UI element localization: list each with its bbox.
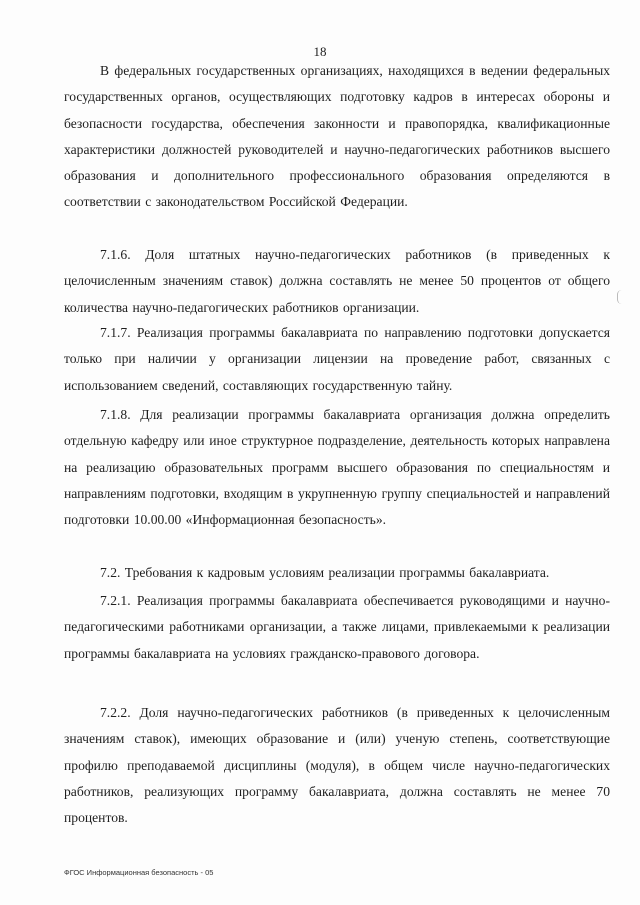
- paragraph-intro: В федеральных государственных организациях, находящихся в ведении федеральных государственных органов, осуществляющих подготовку кадров в интересах обороны и безопасности государства, обеспечения законности и правопорядка, квалификационные характеристики должностей руководителей и научно-педагогических работников высшего образования и дополнительного профессионального образования определяются в соответствии с законодательством Российской Федерации.: [64, 63, 610, 210]
- page-number: 18: [313, 44, 327, 59]
- footer-text: ФГОС Информационная безопасность - 05: [64, 868, 214, 877]
- paragraph-7-2: 7.2. Требования к кадровым условиям реализации программы бакалавриата.: [100, 565, 550, 580]
- paragraph-7-2-2: 7.2.2. Доля научно-педагогических работников (в приведенных к целочисленным значениям ставок), имеющих образование и (или) ученую степень, соответствующие профилю преподаваемой дисциплины (модуля), в общем числе научно-педагогических работников, реализующих программу бакалавриата, должна составлять не менее 70 процентов.: [64, 705, 610, 826]
- paragraph-7-1-6: 7.1.6. Доля штатных научно-педагогических работников (в приведенных к целочисленным значениям ставок) должна составлять не менее 50 процентов от общего количества научно-педагогических работников организации.: [64, 247, 610, 315]
- scan-artifact: [617, 290, 626, 304]
- paragraph-7-1-7: 7.1.7. Реализация программы бакалавриата по направлению подготовки допускается только при наличии у организации лицензии на проведение работ, связанных с использованием сведений, составляющих государственную тайну.: [64, 325, 610, 393]
- paragraph-7-2-1: 7.2.1. Реализация программы бакалавриата обеспечивается руководящими и научно-педагогическими работниками организации, а также лицами, привлекаемыми к реализации программы бакалавриата на условиях гражданско-правового договора.: [64, 593, 610, 661]
- paragraph-7-1-8: 7.1.8. Для реализации программы бакалавриата организация должна определить отдельную кафедру или иное структурное подразделение, деятельность которых направлена на реализацию образовательных программ высшего образования по специальностям и направлениям подготовки, входящим в укрупненную группу специальностей и направлений подготовки 10.00.00 «Информационная безопасность».: [64, 407, 610, 528]
